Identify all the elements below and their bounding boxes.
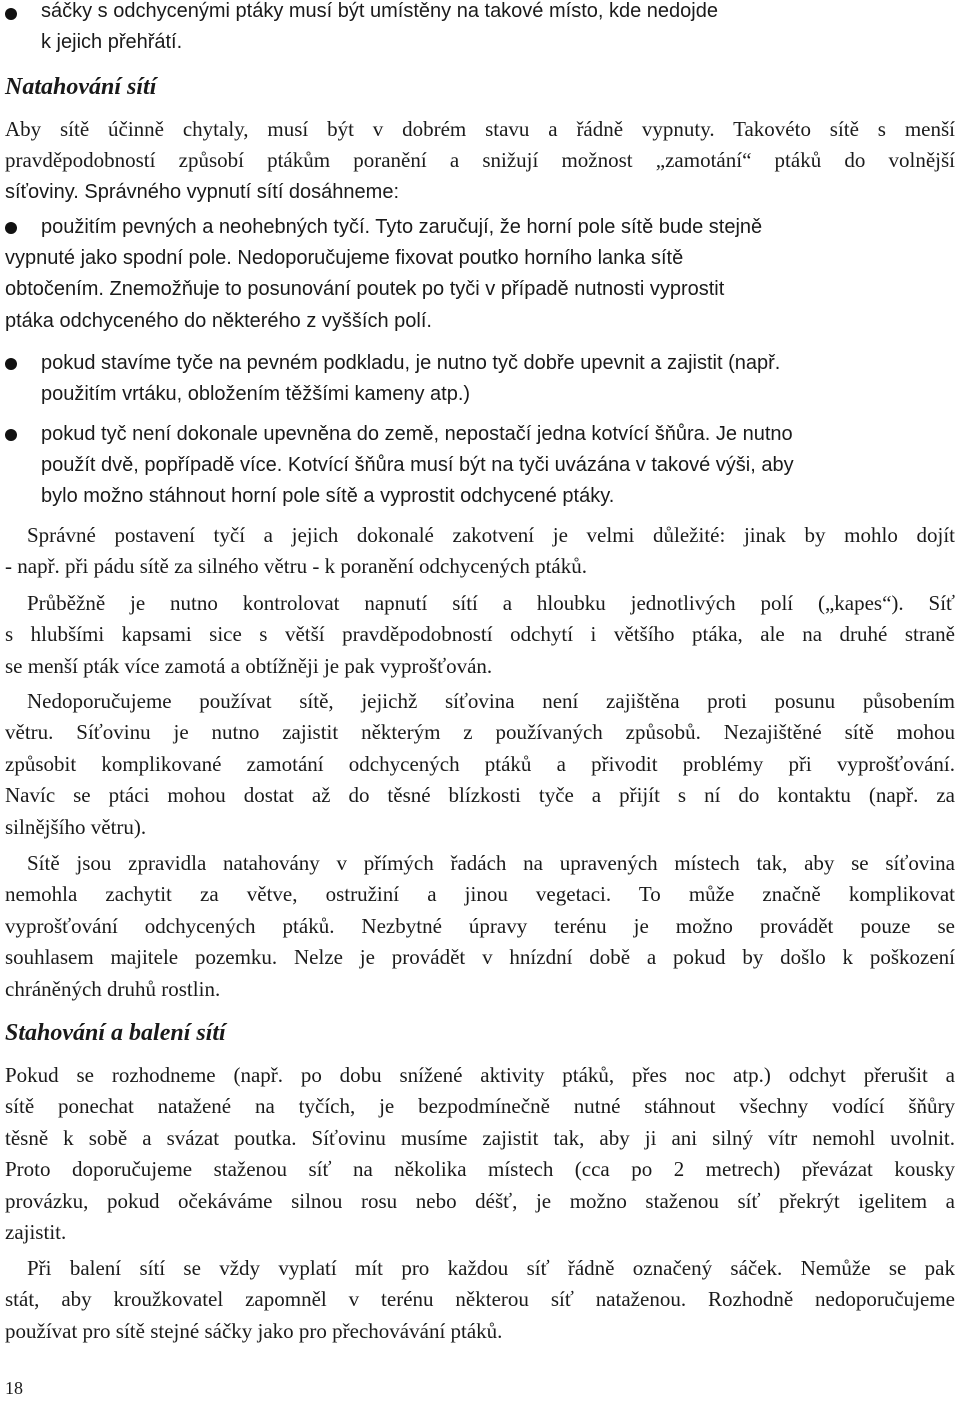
paragraph-stahovani [5, 1060, 955, 1248]
section-heading-stahovani: Stahování a balení sítí [5, 1020, 226, 1046]
text-line: Pokud se rozhodneme (např. po dobu snížené aktivity ptáků, přes noc atp.) odchyt přerušit a [5, 1063, 955, 1087]
bullet-line: pokud stavíme tyče na pevném podkladu, je nutno tyč dobře upevnit a zajistit (např. [41, 352, 781, 374]
paragraph-napnuti [5, 588, 955, 682]
bullet-dot-icon [5, 8, 17, 20]
paragraph-sitovina [5, 686, 955, 843]
text-line: větru. Síťovinu je nutno zajistit některým z používaných způsobů. Nezajištěné sítě mohou [5, 720, 955, 745]
bullet-line: pokud tyč není dokonale upevněna do země, nepostačí jedna kotvící šňůra. Je nutno [41, 423, 793, 445]
text-line: používat pro sítě stejné sáčky jako pro přechovávání ptáků. [5, 1318, 503, 1343]
text-line: Průběžně je nutno kontrolovat napnutí sítí a hloubku jednotlivých polí („kapes“). Síť [27, 591, 955, 615]
text-line: nemohla zachytit za větve, ostružiní a jinou vegetaci. To může značně komplikovat [5, 882, 955, 907]
bullet-dot-icon [5, 222, 17, 234]
bullet-line: k jejich přehřátí. [41, 31, 183, 53]
text-line: Správné postavení tyčí a jejich dokonalé zakotvení je velmi důležité: jinak by mohlo dojít [27, 523, 955, 547]
text-line: provázku, pokud očekáváme silnou rosu nebo déšť, je možno staženou síť překrýt igelitem a [5, 1188, 955, 1213]
paragraph-rady [5, 848, 955, 1005]
text-line: těsně k sobě a svázat poutka. Síťovinu musíme zajistit tak, aby ji ani silný vítr nemohl uvolnit. [5, 1125, 955, 1150]
text-line: zajistit. [5, 1220, 67, 1245]
section-heading-natahovani: Natahování sítí [5, 74, 157, 100]
text-line: Navíc se ptáci mohou dostat až do těsné blízkosti tyče a přijít s ní do kontaktu (např. za [5, 783, 955, 808]
paragraph-intro [5, 114, 955, 208]
text-line: se menší pták více zamotá a obtížněji je pak vyprošťován. [5, 653, 493, 678]
text-line: Aby sítě účinně chytaly, musí být v dobrém stavu a řádně vypnuty. Takovéto sítě s menší [5, 117, 955, 141]
bullet-item-tyce-continuation [5, 243, 955, 337]
bullet-line: použít dvě, popřípadě více. Kotvící šňůra musí být na tyči uvázána v takové výši, aby [41, 454, 794, 476]
text-line: síťoviny. Správného vypnutí sítí dosáhneme: [5, 180, 400, 203]
bullet-line: bylo možno stáhnout horní pole sítě a vyprostit odchycené ptáky. [41, 485, 615, 507]
text-line: Při balení sítí se vždy vyplatí mít pro každou síť řádně označený sáček. Nemůže se pak [27, 1256, 955, 1280]
bullet-line: sáčky s odchycenými ptáky musí být umístěny na takové místo, kde nedojde [41, 0, 718, 22]
text-line: chráněných druhů rostlin. [5, 976, 221, 1001]
text-line: Sítě jsou zpravidla natahovány v přímých řadách na upravených místech tak, aby se síťovina [27, 851, 955, 875]
text-line: způsobit komplikované zamotání odchycených ptáků a přivodit problémy při vyprošťování. [5, 751, 955, 776]
page-number: 18 [5, 1378, 23, 1398]
text-line: souhlasem majitele pozemku. Nelze je provádět v hnízdní době a pokud by došlo k poškození [5, 945, 955, 970]
bullet-line: použitím vrtáku, obložením těžšími kameny atp.) [41, 383, 471, 405]
text-line: Nedoporučujeme používat sítě, jejichž síťovina není zajištěna proti posunu působením [27, 689, 955, 713]
text-line: vypnuté jako spodní pole. Nedoporučujeme fixovat poutko horního lanka sítě [5, 247, 684, 269]
text-line: silnějšího větru). [5, 814, 147, 839]
text-line: s hlubšími kapsami sice s větší pravděpodobností odchytí i většího ptáka, ale na druhé straně [5, 622, 955, 647]
text-line: Proto doporučujeme staženou síť na několika místech (cca po 2 metrech) převázat kousky [5, 1157, 955, 1182]
bullet-dot-icon [5, 429, 17, 441]
paragraph-baleni [5, 1253, 955, 1347]
text-line: ptáka odchyceného do některého z vyšších polí. [5, 309, 432, 332]
text-line: obtočením. Znemožňuje to posunování poutek po tyči v případě nutnosti vyprostit [5, 278, 725, 301]
text-line: stát, aby kroužkovatel zapomněl v terénu některou síť nataženou. Rozhodně nedoporučujeme [5, 1287, 955, 1312]
bullet-dot-icon [5, 358, 17, 370]
text-line: sítě ponechat natažené na tyčích, je bezpodmínečně nutné stáhnout všechny vodící šňůry [5, 1094, 955, 1119]
text-line: pravděpodobností způsobí ptákům poranění a snižují možnost „zamotání“ ptáků do volnější [5, 148, 955, 173]
bullet-line: použitím pevných a neohebných tyčí. Tyto zaručují, že horní pole sítě bude stejně [41, 216, 763, 238]
text-line: - např. při pádu sítě za silného větru - k poranění odchycených ptáků. [5, 554, 587, 579]
paragraph-zakotveni [5, 520, 955, 583]
text-line: vyprošťování odchycených ptáků. Nezbytné úpravy terénu je možno provádět pouze se [5, 913, 955, 938]
